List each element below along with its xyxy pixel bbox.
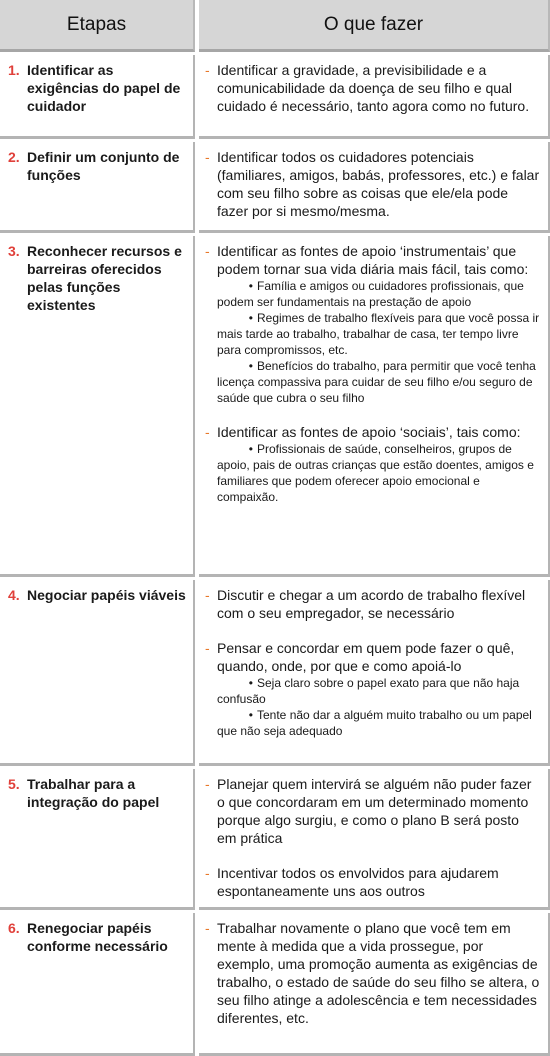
table-row: [0, 769, 550, 910]
action-text: Discutir e chegar a um acordo de trabalho flexível com o seu empregador, se necessário: [217, 587, 526, 621]
action-text: Identificar as fontes de apoio ‘instrumentais’ que podem tornar sua vida diária mais fácil, tais como:: [217, 243, 529, 277]
step-cell: [0, 769, 195, 910]
step-cell: [0, 55, 195, 139]
action-text: Identificar a gravidade, a previsibilidade e a comunicabilidade da doença de seu filho e qual cuidado é necessário, tanto agora como no futuro.: [217, 62, 530, 114]
action-item: [205, 639, 541, 739]
dash-bullet-icon: -: [205, 587, 210, 603]
dash-bullet-icon: -: [205, 149, 210, 165]
step-cell: [0, 580, 195, 766]
sub-bullet-item: [217, 358, 541, 406]
step-label: Definir um conjunto de funções: [27, 149, 180, 183]
action-text: Incentivar todos os envolvidos para ajudarem espontaneamente uns aos outros: [217, 865, 499, 899]
table-row: [0, 913, 550, 1056]
step-label: Identificar as exigências do papel de cuidador: [27, 62, 181, 114]
step-title: [8, 61, 188, 115]
bullet-icon: •: [248, 279, 253, 293]
sub-bullet-item: [217, 278, 541, 310]
step-label: Reconhecer recursos e barreiras oferecidos pelas funções existentes: [27, 243, 182, 313]
step-cell: [0, 236, 195, 577]
step-title: [8, 586, 188, 604]
action-cell: [199, 142, 550, 233]
action-cell: [199, 913, 550, 1056]
table-row: [0, 580, 550, 766]
bullet-icon: •: [248, 442, 253, 456]
step-number: 1.: [8, 62, 20, 78]
dash-bullet-icon: -: [205, 424, 210, 440]
step-cell: [0, 913, 195, 1056]
bullet-icon: •: [248, 708, 253, 722]
sub-bullet-text: Seja claro sobre o papel exato para que não haja confusão: [217, 676, 520, 706]
step-title: [8, 242, 188, 314]
action-item: [205, 586, 541, 622]
action-text: Trabalhar novamente o plano que você tem em mente à medida que a vida prossegue, por exemplo, uma promoção aumenta as exigências de trabalho, o estado de saúde do seu filho se altera, o seu filho atinge a adolescência e tem necessidades diferentes, etc.: [217, 920, 540, 1026]
step-number: 6.: [8, 920, 20, 936]
sub-bullet-text: Regimes de trabalho flexíveis para que você possa ir mais tarde ao trabalho, trabalhar de casa, ter tempo livre para compromissos, etc.: [217, 311, 540, 357]
step-number: 3.: [8, 243, 20, 259]
action-text: Identificar todos os cuidadores potenciais (familiares, amigos, babás, professores, etc.) e falar com seu filho sobre as coisas que ele/ela pode fazer por si mesmo/mesma.: [217, 149, 540, 219]
action-item: [205, 242, 541, 406]
sub-bullet-item: [217, 707, 541, 739]
header-todo-label: O que fazer: [323, 13, 424, 35]
table-row: [0, 236, 550, 577]
step-number: 4.: [8, 587, 20, 603]
step-label: Trabalhar para a integração do papel: [27, 776, 160, 810]
sub-bullet-text: Família e amigos ou cuidadores profissionais, que podem ser fundamentais na prestação de apoio: [217, 279, 524, 309]
dash-bullet-icon: -: [205, 865, 210, 881]
action-cell: [199, 55, 550, 139]
dash-bullet-icon: -: [205, 776, 210, 792]
bullet-icon: •: [248, 359, 253, 373]
sub-bullet-text: Profissionais de saúde, conselheiros, grupos de apoio, pais de outras crianças que estão doentes, amigos e familiares que podem oferecer apoio emocional e compaixão.: [217, 442, 534, 504]
action-cell: [199, 580, 550, 766]
action-item: [205, 423, 541, 505]
header-steps-label: Etapas: [66, 13, 127, 35]
step-title: [8, 148, 188, 184]
step-title: [8, 919, 188, 955]
action-item: [205, 864, 541, 900]
action-item: [205, 61, 541, 115]
sub-bullet-item: [217, 441, 541, 505]
action-cell: [199, 769, 550, 910]
dash-bullet-icon: -: [205, 62, 210, 78]
table-row: [0, 142, 550, 233]
bullet-icon: •: [248, 676, 253, 690]
dash-bullet-icon: -: [205, 640, 210, 656]
step-number: 5.: [8, 776, 20, 792]
sub-bullet-text: Benefícios do trabalho, para permitir que você tenha licença compassiva para cuidar de seu filho e/ou seguro de saúde que cubra o seu filho: [217, 359, 536, 405]
action-item: [205, 775, 541, 847]
header-steps: [0, 0, 195, 52]
action-item: [205, 148, 541, 220]
action-text: Identificar as fontes de apoio ‘sociais’, tais como:: [217, 424, 521, 440]
step-number: 2.: [8, 149, 20, 165]
sub-bullet-item: [217, 310, 541, 358]
dash-bullet-icon: -: [205, 920, 210, 936]
header-todo: [199, 0, 550, 52]
sub-bullet-item: [217, 675, 541, 707]
table-row: [0, 55, 550, 139]
step-label: Renegociar papéis conforme necessário: [27, 920, 168, 954]
step-cell: [0, 142, 195, 233]
dash-bullet-icon: -: [205, 243, 210, 259]
action-item: [205, 919, 541, 1027]
action-text: Pensar e concordar em quem pode fazer o quê, quando, onde, por que e como apoiá-lo: [217, 640, 515, 674]
sub-bullet-text: Tente não dar a alguém muito trabalho ou um papel que não seja adequado: [217, 708, 532, 738]
action-text: Planejar quem intervirá se alguém não puder fazer o que concordaram em um determinado momento porque algo surgiu, e como o plano B será posto em prática: [217, 776, 532, 846]
step-label: Negociar papéis viáveis: [27, 587, 186, 603]
bullet-icon: •: [248, 311, 253, 325]
action-cell: [199, 236, 550, 577]
step-title: [8, 775, 188, 811]
